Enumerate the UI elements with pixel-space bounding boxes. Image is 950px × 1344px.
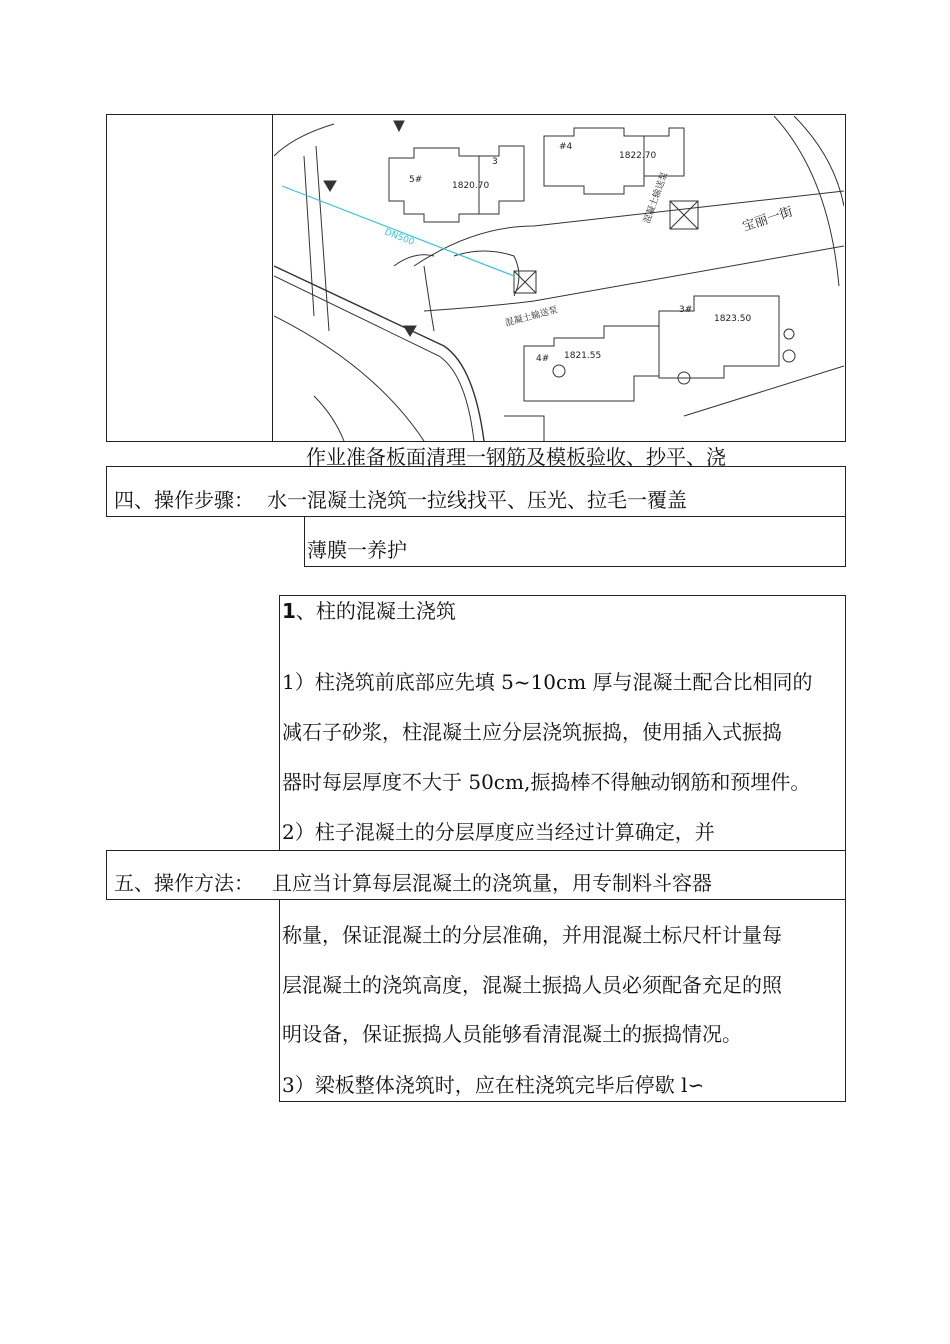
method-paragraph-5: 且应当计算每层混凝土的浇筑量，用专制料斗容器 bbox=[272, 871, 712, 895]
method-paragraph-7: 层混凝土的浇筑高度，混凝土振捣人员必须配备充足的照 bbox=[282, 973, 782, 997]
steps-line-1: 水一混凝土浇筑一拉线找平、压光、拉毛一覆盖 bbox=[267, 488, 687, 512]
steps-line-2: 薄膜一养护 bbox=[307, 538, 407, 562]
method-paragraph-8: 明设备，保证振捣人员能够看清混凝土的振捣情况。 bbox=[282, 1022, 742, 1046]
plan-label-elev-4: 1821.55 bbox=[564, 351, 602, 361]
plan-table-divider bbox=[272, 114, 273, 442]
site-plan-drawing bbox=[274, 116, 844, 441]
plan-label-elev-1: 1820.70 bbox=[452, 181, 490, 191]
plan-label-elev-2: 1822.70 bbox=[619, 151, 657, 161]
plan-label-elev-3: 1823.50 bbox=[714, 314, 752, 324]
plan-label-building-3b: 3# bbox=[679, 305, 693, 315]
plan-label-pump-1: 混凝土输送泵 bbox=[504, 305, 559, 329]
plan-label-building-4a: #4 bbox=[559, 142, 573, 152]
plan-label-pump-2: 混凝土输送泵 bbox=[642, 170, 671, 226]
plan-label-building-3a: 3 bbox=[492, 157, 498, 167]
method-paragraph-2: 减石子砂浆，柱混凝土应分层浇筑振捣，使用插入式振捣 bbox=[282, 720, 782, 744]
method-paragraph-3: 器时每层厚度不大于 50cm,振捣棒不得触动钢筋和预埋件。 bbox=[282, 770, 811, 794]
method-heading-number: 1 bbox=[282, 599, 296, 623]
method-paragraph-1: 1）柱浇筑前底部应先填 5~10cm 厚与混凝土配合比相同的 bbox=[282, 670, 813, 694]
site-plan-svg bbox=[274, 116, 844, 441]
plan-label-pipe: DN500 bbox=[382, 227, 416, 248]
prep-text: 作业准备板面清理一钢筋及模板验收、抄平、浇 bbox=[306, 445, 726, 469]
method-paragraph-6: 称量，保证混凝土的分层准确，并用混凝土标尺杆计量每 bbox=[282, 923, 782, 947]
method-paragraph-9: 3）梁板整体浇筑时，应在柱浇筑完毕后停歇 l∽ bbox=[282, 1073, 705, 1097]
plan-label-building-5: 5# bbox=[409, 175, 423, 185]
method-paragraph-4: 2）柱子混凝土的分层厚度应当经过计算确定，并 bbox=[282, 820, 715, 844]
method-label: 五、操作方法： bbox=[114, 871, 254, 895]
plan-label-road: 宝丽一街 bbox=[740, 204, 795, 235]
plan-label-building-4b: 4# bbox=[536, 354, 550, 364]
method-heading bbox=[282, 601, 456, 621]
steps-label: 四、操作步骤： bbox=[114, 488, 254, 512]
method-heading-text: 、柱的混凝土浇筑 bbox=[295, 599, 456, 623]
